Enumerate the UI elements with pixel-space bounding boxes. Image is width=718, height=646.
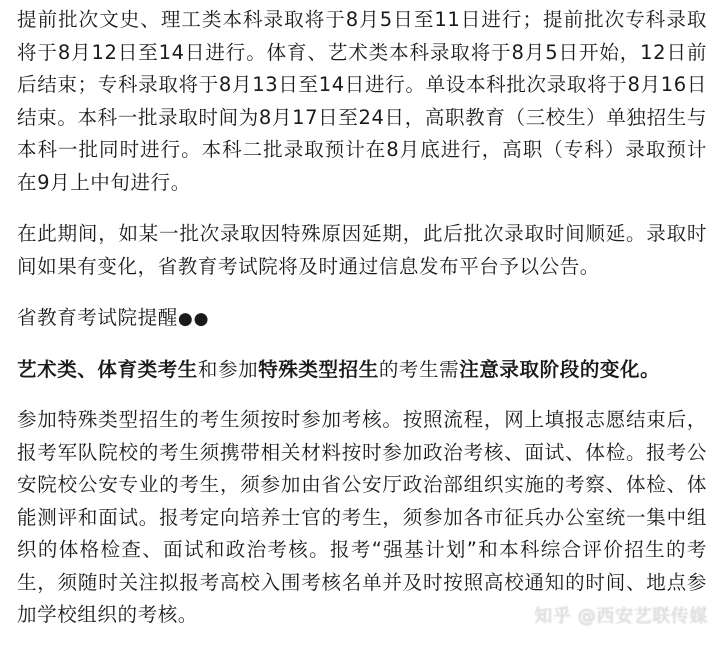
paragraph-special-assessment: 参加特殊类型招生的考生须按时参加考核。按照流程，网上填报志愿结束后，报考军队院校的考生须携带相关材料按时参加政治考核、面试、体检。报考公安院校公安专业的考生，须参加由省公安厅政治部组织实施的考察、体检、体能测评和面试。报考定向培养士官的考生，须参加各市征兵办公室统一集中组织的体格检查、面试和政治考核。报考“强基计划”和本科综合评价招生的考生，须随时关注拟报考高校入围考核名单并及时按照高校通知的时间、地点参加学校组织的考核。: [17, 408, 707, 626]
highlight-attention: 注意录取阶段的变化。: [459, 357, 661, 381]
highlight-art-sports: 艺术类、体育类考生: [17, 357, 198, 381]
paragraph-delay-notice: 在此期间，如某一批次录取因特殊原因延期，此后批次录取时间顺延。录取时间如果有变化，省教育考试院将及时通过信息发布平台予以公告。: [17, 222, 707, 278]
article-body: [17, 4, 707, 632]
reminder-dots: ●●: [177, 309, 210, 329]
highlight-connector-2: 的考生需: [378, 357, 460, 381]
highlight-connector-1: 和参加: [197, 357, 259, 381]
paragraph-highlight: [17, 354, 707, 387]
paragraph-reminder-heading: [17, 302, 707, 336]
reminder-heading-text: 省教育考试院提醒: [17, 306, 178, 329]
highlight-special-admission: 特殊类型招生: [258, 357, 379, 381]
zhihu-watermark: 知乎 @西安艺联传媒: [534, 606, 708, 627]
paragraph-admission-schedule: 提前批次文史、理工类本科录取将于8月5日至11日进行；提前批次专科录取将于8月12日至14日进行。体育、艺术类本科录取将于8月5日开始，12日前后结束；专科录取将于8月13日至14日进行。单设本科批次录取将于8月16日结束。本科一批录取时间为8月17日至24日，高职教育（三校生）单独招生与本科一批同时进行。本科二批录取预计在8月底进行，高职（专科）录取预计在9月上中旬进行。: [17, 8, 707, 194]
